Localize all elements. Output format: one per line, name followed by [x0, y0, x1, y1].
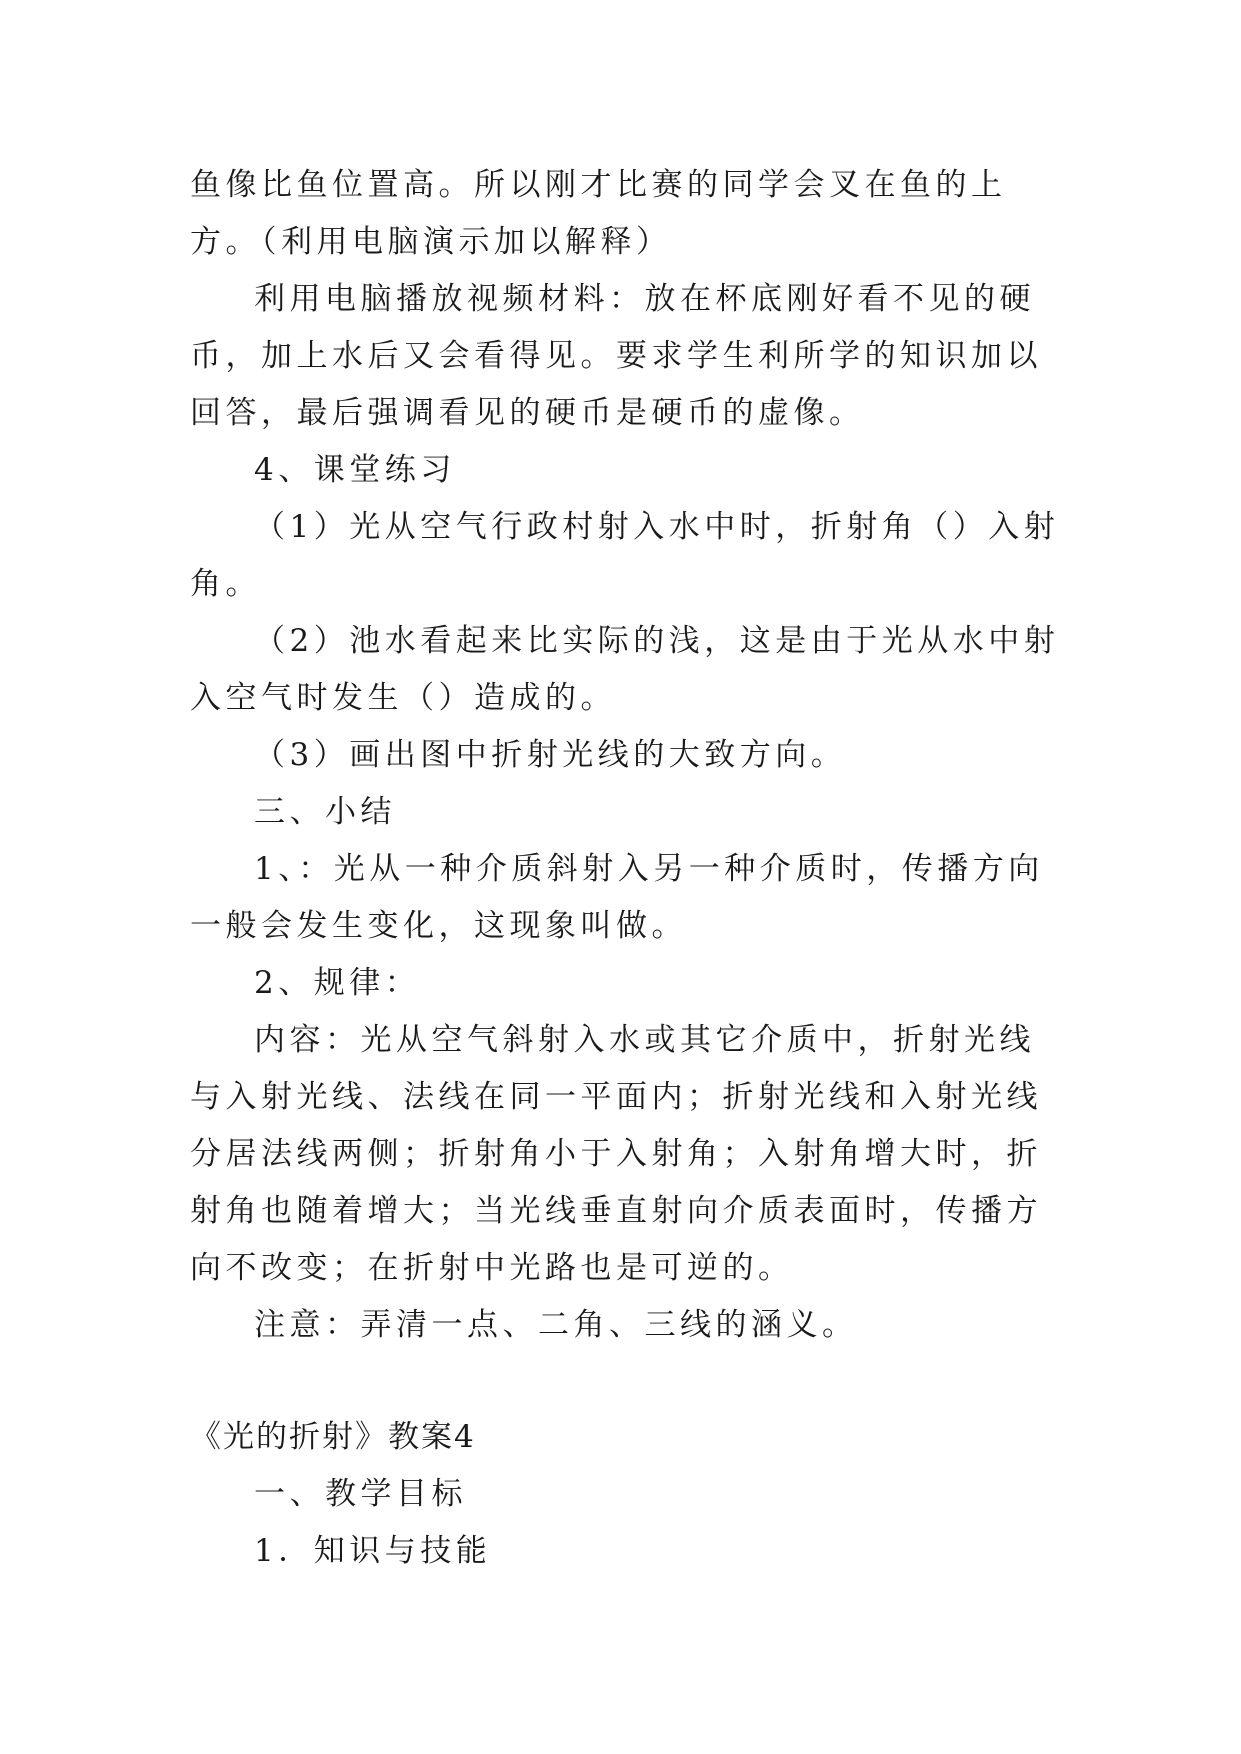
summary-item-1: 1、：光从一种介质斜射入另一种介质时，传播方向一般会发生变化，这现象叫做。	[190, 851, 1044, 944]
summary-rule-content: 内容：光从空气斜射入水或其它介质中，折射光线与入射光线、法线在同一平面内；折射光线和入射光线分居法线两侧；折射角小于入射角；入射角增大时，折射角也随着增大；当光线垂直射向介质表面时，传播方向不改变；在折射中光路也是可逆的。	[190, 1022, 1042, 1286]
paragraph-coin-video: 利用电脑播放视频材料：放在杯底刚好看不见的硬币，加上水后又会看得见。要求学生利所学的知识加以回答，最后强调看见的硬币是硬币的虚像。	[190, 281, 1042, 431]
heading-classroom-exercise: 4、课堂练习	[254, 452, 456, 488]
exercise-item-1: （1）光从空气行政村射入水中时，折射角（）入射角。	[190, 509, 1060, 602]
summary-note: 注意：弄清一点、二角、三线的涵义。	[254, 1307, 858, 1343]
section-heading-objectives: 一、教学目标	[254, 1476, 467, 1512]
exercise-item-3: （3）画出图中折射光线的大致方向。	[254, 737, 847, 773]
heading-summary: 三、小结	[254, 794, 396, 830]
document-body	[190, 157, 1060, 1580]
paragraph-fish-image: 鱼像比鱼位置高。所以刚才比赛的同学会叉在鱼的上方。（利用电脑演示加以解释）	[190, 167, 1007, 260]
summary-item-2: 2、规律：	[254, 965, 421, 1001]
exercise-item-2: （2）池水看起来比实际的浅，这是由于光从水中射入空气时发生（）造成的。	[190, 623, 1060, 716]
section-title: 《光的折射》教案4	[190, 1419, 476, 1455]
section-subheading-knowledge: 1．知识与技能	[254, 1533, 492, 1569]
